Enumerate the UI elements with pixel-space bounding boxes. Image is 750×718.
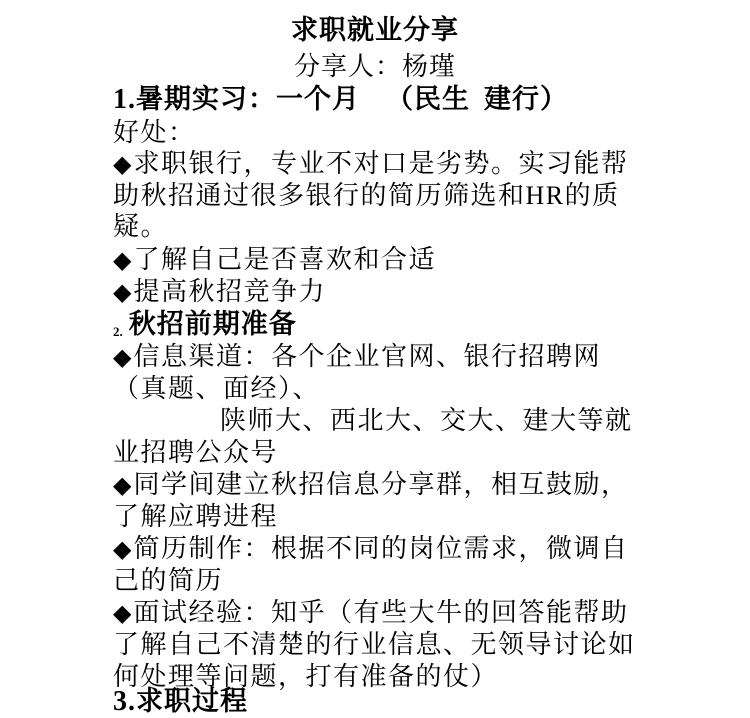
section-3-heading (113, 686, 248, 718)
info-channels-line-2: （真题、面经）、 (113, 374, 321, 404)
section-2-title: 秋招前期准备 (128, 309, 297, 340)
benefits-label: 好处： (113, 118, 196, 148)
document-author: 分享人：杨瑾 (293, 52, 456, 82)
section-3-title: 求职过程 (136, 686, 248, 717)
interview-line-2: 了解自己不清楚的行业信息、无领导讨论如 (113, 630, 636, 660)
interview-line-1: ◆面试经验：知乎（有些大牛的回答能帮助 (113, 598, 629, 628)
bullet-diamond-icon: ◆ (113, 599, 132, 627)
section-1-title-detail-close: 建行） (484, 84, 568, 115)
document-title: 求职就业分享 (291, 15, 459, 46)
section-1-title-detail-open: （民生 (386, 84, 470, 115)
bullet-diamond-icon: ◆ (113, 535, 132, 563)
bullet-3: ◆提高秋招竞争力 (113, 277, 326, 307)
bullet-1-line-2: 助秋招通过很多银行的简历筛选和HR的质 (113, 181, 620, 211)
interview-line-3: 何处理等问题，打有准备的仗） (113, 662, 499, 692)
resume-line-2: 己的简历 (113, 566, 224, 596)
resume-line-1: ◆简历制作：根据不同的岗位需求，微调自 (113, 534, 629, 564)
share-group-line-2: 了解应聘进程 (113, 502, 279, 532)
info-channels-line-1: ◆信息渠道：各个企业官网、银行招聘网 (113, 342, 601, 372)
section-1-title: 暑期实习：一个月 (136, 84, 360, 115)
section-2-number: 2. (113, 324, 123, 339)
section-3-number: 3. (113, 686, 136, 717)
info-channels-line-4: 业招聘公众号 (113, 438, 279, 468)
share-group-line-1: ◆同学间建立秋招信息分享群，相互鼓励， (113, 470, 629, 500)
bullet-1-line-1: ◆求职银行，专业不对口是劣势。实习能帮 (113, 149, 629, 179)
bullet-diamond-icon: ◆ (113, 150, 132, 178)
bullet-diamond-icon: ◆ (113, 246, 132, 274)
section-1-heading (113, 84, 568, 116)
bullet-diamond-icon: ◆ (113, 471, 132, 499)
info-channels-line-3: 陕师大、西北大、交大、建大等就 (220, 406, 633, 436)
bullet-1-line-3: 疑。 (113, 212, 169, 242)
bullet-diamond-icon: ◆ (113, 343, 132, 371)
bullet-2: ◆了解自己是否喜欢和合适 (113, 245, 436, 275)
bullet-diamond-icon: ◆ (113, 278, 132, 306)
section-1-number: 1. (113, 84, 136, 115)
